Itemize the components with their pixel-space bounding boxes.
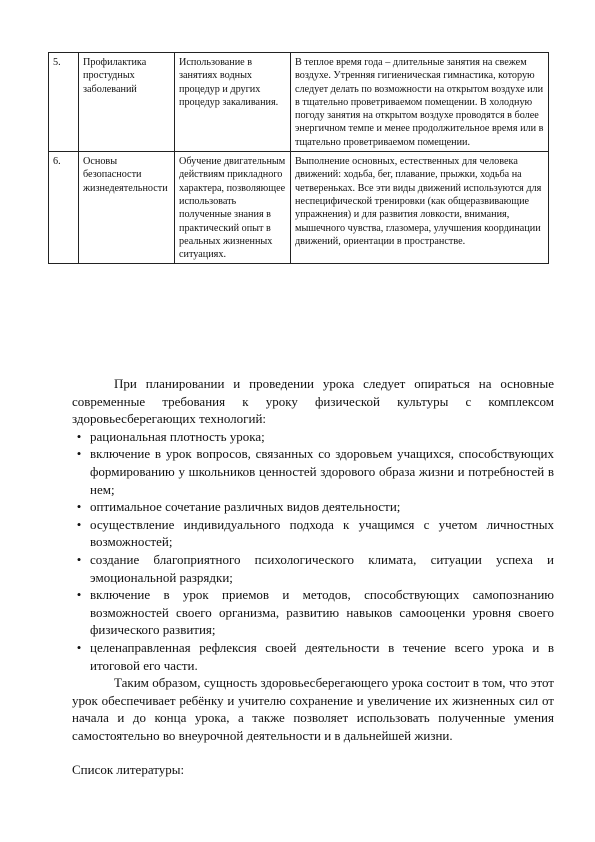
intro-paragraph: При планировании и проведении урока следует опираться на основные современные требования к уроку физической культуры с комплексом здоровьесберегающих технологий: — [72, 376, 554, 427]
row-notes: Выполнение основных, естественных для человека движений: ходьба, бег, плавание, прыжки, ходьба на четвереньках. Все эти виды движений используются для неспецифической тренировки (как общеразвивающие упражнения) и для развития ловкости, внимания, мышечного чувства, глазомера, улучшения координации движений, ориентации в пространстве. — [291, 152, 549, 264]
row-topic: Профилактика простудных заболеваний — [79, 53, 175, 152]
bullet-icon: • — [76, 428, 82, 444]
list-item-text: осуществление индивидуального подхода к учащимся с учетом личностных возможностей; — [90, 516, 554, 550]
list-item-text: целенаправленная рефлексия своей деятельности в течение всего урока и в итоговой его части. — [90, 639, 554, 673]
bullet-icon: • — [76, 551, 82, 567]
table-row — [49, 53, 549, 152]
list-item — [72, 498, 554, 516]
list-item — [72, 639, 554, 674]
bullet-icon: • — [76, 516, 82, 532]
bullet-icon: • — [76, 499, 82, 515]
list-item-text: создание благоприятного психологического климата, ситуации успеха и эмоциональной разрядки; — [90, 551, 554, 585]
body-text — [72, 375, 554, 779]
list-item-text: рациональная плотность урока; — [90, 428, 265, 444]
list-item-text: включение в урок вопросов, связанных со здоровьем учащихся, способствующих формированию у школьников ценностей здорового образа жизни и потребностей в нем; — [90, 446, 554, 497]
list-item-text: оптимальное сочетание различных видов деятельности; — [90, 499, 401, 515]
row-number: 6. — [49, 152, 79, 264]
conclusion-paragraph: Таким образом, сущность здоровьесберегающего урока состоит в том, что этот урок обеспечивает ребёнку и учителю сохранение и увеличение их жизненных сил от начала и до конца урока, а также позволяет использовать полученные умения самостоятельно во внеурочной деятельности и в дальнейшей жизни. — [72, 675, 554, 743]
table-row — [49, 152, 549, 264]
list-item — [72, 445, 554, 498]
row-content: Обучение двигательным действиям прикладного характера, позволяющее использовать полученные знания в практический опыт в реальных жизненных ситуациях. — [175, 152, 291, 264]
bullet-icon: • — [76, 446, 82, 462]
methods-table — [48, 52, 549, 264]
bullet-icon: • — [76, 587, 82, 603]
list-item-text: включение в урок приемов и методов, способствующих самопознанию возможностей своего организма, развитию навыков самооценки уровня своего физического развития; — [90, 587, 554, 638]
bullet-icon: • — [76, 639, 82, 655]
row-content: Использование в занятиях водных процедур и других процедур закаливания. — [175, 53, 291, 152]
references-heading: Список литературы: — [72, 762, 185, 778]
list-item — [72, 428, 554, 446]
list-item — [72, 551, 554, 586]
list-item — [72, 586, 554, 639]
row-topic: Основы безопасности жизнедеятельности — [79, 152, 175, 264]
row-notes: В теплое время года – длительные занятия на свежем воздухе. Утренняя гигиеническая гимнастика, которую следует делать по возможности на открытом воздухе или в тщательно проветриваемом помещении. В холодную погоду занятия на открытом воздухе проводятся в более энергичном темпе и менее продолжительное время или в тщательно проветриваемом помещении. — [291, 53, 549, 152]
requirements-list — [72, 428, 554, 674]
list-item — [72, 516, 554, 551]
row-number: 5. — [49, 53, 79, 152]
